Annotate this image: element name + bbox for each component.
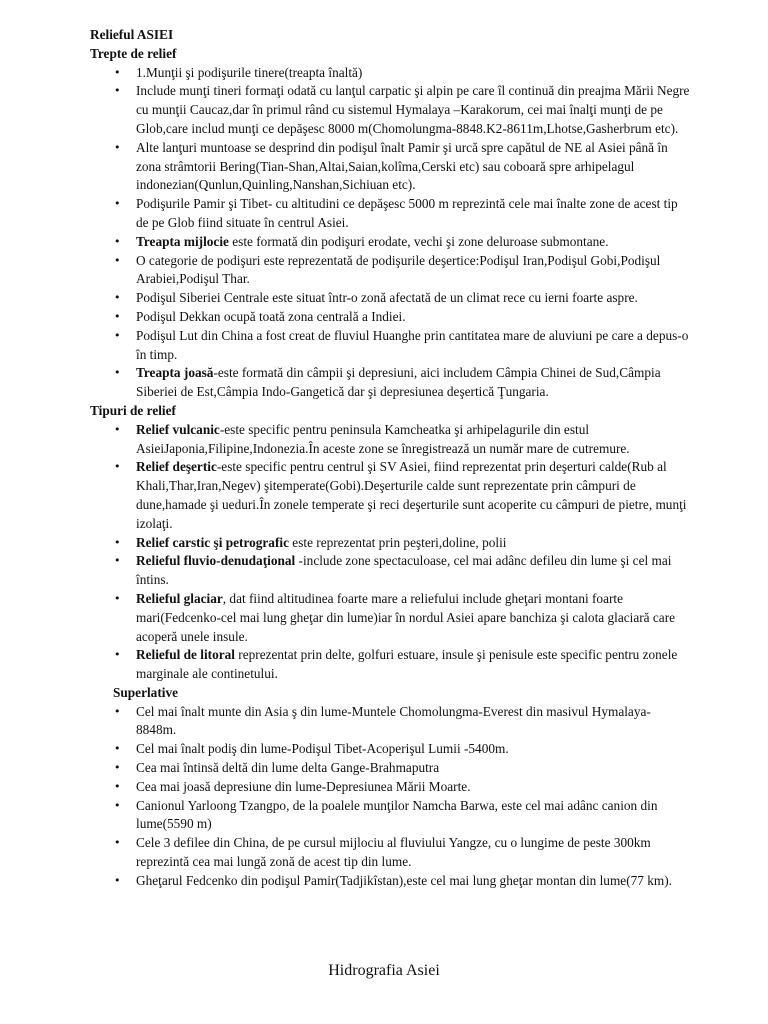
list-item [90, 834, 690, 872]
list-tipuri [90, 421, 690, 684]
list-item [90, 458, 690, 533]
next-section-title: Hidrografia Asiei [328, 962, 440, 979]
item-text: Podişul Lut din China a fost creat de fluviul Huanghe prin cantitatea mare de aluviuni pe care a depus-o în timp. [136, 327, 689, 362]
item-text: este reprezentat prin peşteri,doline, polii [288, 534, 507, 550]
list-item [90, 139, 690, 195]
list-item [90, 421, 690, 459]
item-text: Cel mai înalt podiş din lume-Podişul Tibet-Acoperişul Lumii -5400m. [136, 741, 509, 757]
list-item [90, 590, 690, 646]
item-text: Gheţarul Fedcenko din podişul Pamir(Tadjikîstan),este cel mai lung gheţar montan din lume(77 km). [136, 872, 672, 888]
document-content [90, 26, 690, 891]
list-item [90, 872, 690, 891]
list-item [90, 64, 690, 83]
bold-term: Relief deşertic [136, 459, 217, 475]
list-item [90, 327, 690, 365]
list-item [90, 552, 690, 590]
item-text: Cea mai întinsă deltă din lume delta Gange-Brahmaputra [136, 760, 440, 776]
item-text: Canionul Yarloong Tzangpo, de la poalele munţilor Namcha Barwa, este cel mai adânc canion din lume(5590 m) [136, 797, 658, 832]
document-title: Relieful ASIEI [90, 27, 174, 42]
list-item [90, 646, 690, 684]
item-text: Podişul Dekkan ocupă toată zona centrală a Indiei. [136, 308, 406, 324]
item-text: -este specific pentru centrul şi SV Asiei, fiind reprezentat prin deşerturi calde(Rub al Khali,Thar,Iran,Negev) şitemperate(Gobi).Deşerturile calde sunt reprezentate prin câmpuri de dune,hamade şi ueduri.În zonele temperate şi reci deşerturile sunt acoperite cu câmpuri de pietre, munţi izolaţi. [136, 459, 687, 531]
bold-term: Relieful glaciar [136, 590, 223, 606]
item-text: -este specific pentru peninsula Kamcheatka şi arhipelagurile din estul AsieiJaponia,Filipine,Indonezia.În aceste zone se înregistrează un număr mare de cutremure. [136, 421, 630, 456]
item-text: Alte lanţuri muntoase se desprind din podişul înalt Pamir şi urcă spre capătul de NE al Asiei până în zona strâmtorii Bering(Tian-Shan,Altai,Saian,kolîma,Cerski etc) sau coboară spre arhipelagul indonezian(Qunlun,Quinling,Nanshan,Sichiuan etc). [136, 139, 668, 193]
bold-term: Treapta joasă [136, 365, 214, 381]
item-text: -include zone spectaculoase, cel mai adânc defileu din lume şi cel mai întins. [136, 553, 672, 588]
section-heading-tipuri: Tipuri de relief [90, 402, 176, 418]
item-text: O categorie de podişuri este reprezentată de podişurile deşertice:Podişul Iran,Podişul Gobi,Podişul Arabiei,Podişul Thar. [136, 252, 661, 287]
bold-term: Relief vulcanic [136, 421, 220, 437]
item-text: reprezentat prin delte, golfuri estuare, insule şi penisule este specific pentru zonele marginale ale continetului. [136, 647, 678, 682]
item-text: 1.Munţii şi podişurile tinere(treapta înaltă) [136, 64, 363, 80]
list-item [90, 195, 690, 233]
list-item [90, 759, 690, 778]
item-text: Cele 3 defilee din China, de pe cursul mijlociu al fluviului Yangze, cu o lungime de peste 300km reprezintă cea mai lungă zonă de acest tip din lume. [136, 835, 651, 870]
item-text: Podişurile Pamir şi Tibet- cu altitudini ce depăşesc 5000 m reprezintă cele mai înalte zone de acest tip de pe Glob fiind situate în centrul Asiei. [136, 196, 678, 230]
list-item [90, 252, 690, 290]
list-item [90, 797, 690, 835]
bold-term: Relieful de litoral [136, 647, 235, 663]
list-item [90, 534, 690, 553]
item-text: , dat fiind altitudinea foarte mare a reliefului include gheţari montani foarte mari(Fedcenko-cel mai lung gheţar din lume)iar în nordul Asiei apare banchiza şi calota glaciară care acoperă unele insule. [136, 590, 676, 644]
item-text: Cea mai joasă depresiune din lume-Depresiunea Mării Moarte. [136, 778, 471, 794]
list-item [90, 778, 690, 797]
list-superlative [90, 703, 690, 891]
item-text: Include munţi tineri formaţi odată cu lanţul carpatic şi alpin pe care îl continuă din preajma Mării Negre cu munţii Caucaz,dar în primul rând cu sistemul Hymalaya –Karakorum, cei mai înalţi munţi de pe Glob,care includ munţi ce depăşesc 8000 m(Chomolungma-8848.K2-8611m,Lhotse,Gasherbrum etc). [136, 83, 690, 136]
item-text: Podişul Siberiei Centrale este situat într-o zonă afectată de un climat rece cu ierni foarte aspre. [136, 290, 638, 306]
bold-term: Relief carstic şi petrografic [136, 534, 289, 550]
list-item [90, 82, 690, 138]
item-text: Cel mai înalt munte din Asia ş din lume-Muntele Chomolungma-Everest din masivul Hymalaya-8848m. [136, 703, 651, 738]
section-heading-superlative: Superlative [113, 684, 179, 700]
list-item [90, 233, 690, 252]
item-text: este formată din podişuri erodate, vechi şi zone deluroase submontane. [228, 233, 609, 249]
bold-term: Treapta mijlocie [136, 233, 229, 249]
list-item [90, 703, 690, 741]
bold-term: Relieful fluvio-denudaţional [136, 553, 296, 569]
list-trepte [90, 64, 690, 402]
list-item [90, 308, 690, 327]
list-item [90, 740, 690, 759]
list-item [90, 289, 690, 308]
item-text: -este formată din câmpii şi depresiuni, aici includem Câmpia Chinei de Sud,Câmpia Siberiei de Est,Câmpia Indo-Gangetică dar şi depresiunea deşertică Ţungaria. [136, 365, 661, 400]
section-heading-trepte: Trepte de relief [90, 45, 177, 61]
list-item [90, 364, 690, 402]
